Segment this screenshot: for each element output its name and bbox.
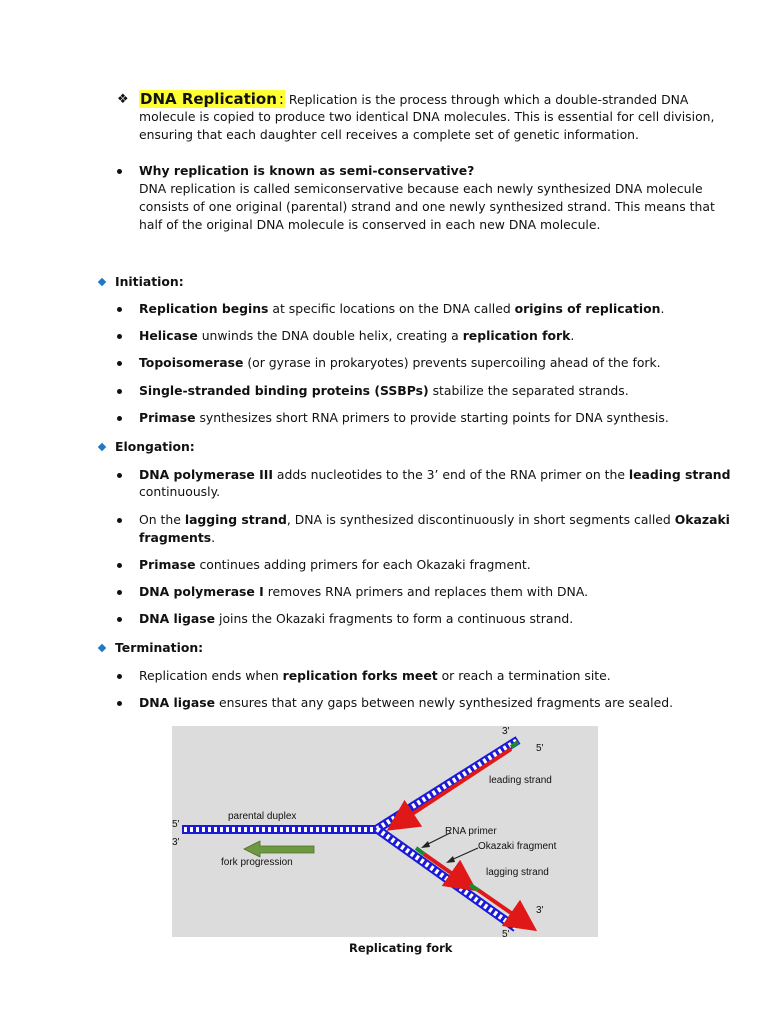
label-parental-duplex: parental duplex xyxy=(228,811,297,822)
bold-term: Primase xyxy=(139,557,196,572)
label-rna-primer: RNA primer xyxy=(445,826,497,837)
initiation-item-3 xyxy=(139,354,661,372)
bullet-dot-icon xyxy=(117,701,122,706)
item-text: Replication ends when xyxy=(139,668,283,683)
item-text: (or gyrase in prokaryotes) prevents supercoiling ahead of the fork. xyxy=(243,355,661,370)
label-left-5: 5' xyxy=(172,819,180,830)
item-text: or reach a termination site. xyxy=(437,668,611,683)
intro-heading: DNA Replication xyxy=(140,90,277,108)
elongation-item-2-line-2 xyxy=(139,529,215,547)
bold-term: Topoisomerase xyxy=(139,355,244,370)
semi-line-1: DNA replication is called semiconservative because each newly synthesized DNA molecule xyxy=(139,181,703,196)
item-text: joins the Okazaki fragments to form a continuous strand. xyxy=(215,611,574,626)
diamond-bullet-icon xyxy=(98,278,106,286)
bullet-dot-icon xyxy=(117,416,122,421)
bullet-dot-icon xyxy=(117,307,122,312)
bold-term: replication fork xyxy=(462,328,571,343)
bullet-dot-icon xyxy=(117,563,122,568)
item-text: continues adding primers for each Okazaki fragment. xyxy=(195,557,531,572)
bold-term: DNA ligase xyxy=(139,611,216,626)
figure-caption: Replicating fork xyxy=(349,941,453,955)
bold-term: replication forks meet xyxy=(282,668,438,683)
diamond-bullet-icon xyxy=(98,644,106,652)
item-text: . xyxy=(660,301,665,316)
label-top-5: 5' xyxy=(536,743,544,754)
initiation-item-4 xyxy=(139,382,629,400)
termination-item-1 xyxy=(139,667,611,685)
elongation-item-1-line-2: continuously. xyxy=(139,484,221,499)
intro-text-1: Replication is the process through which a double-stranded DNA xyxy=(284,92,689,107)
elongation-item-4 xyxy=(139,583,588,601)
label-fork-progression: fork progression xyxy=(221,857,293,868)
intro-line-3: ensuring that each daughter cell receives a complete set of genetic information. xyxy=(139,127,639,142)
bullet-dot-icon xyxy=(117,361,122,366)
intro-line-1 xyxy=(139,90,688,109)
bullet-dot-icon xyxy=(117,674,122,679)
bold-term: Primase xyxy=(139,410,196,425)
section-title-initiation: Initiation: xyxy=(115,274,184,289)
bold-term: Single-stranded binding proteins (SSBPs) xyxy=(139,383,429,398)
bullet-dot-icon xyxy=(117,334,122,339)
bullet-dot-icon xyxy=(117,473,122,478)
semi-question: Why replication is known as semi-conservative? xyxy=(139,163,475,178)
bullet-dot-icon xyxy=(117,617,122,622)
bold-term: DNA polymerase I xyxy=(139,584,264,599)
item-text: On the xyxy=(139,512,185,527)
label-left-3: 3' xyxy=(172,837,180,848)
initiation-item-1 xyxy=(139,300,664,318)
elongation-item-5 xyxy=(139,610,573,628)
bold-term: DNA ligase xyxy=(139,695,216,710)
elongation-item-3 xyxy=(139,556,531,574)
item-text: adds nucleotides to the 3’ end of the RNA primer on the xyxy=(272,467,629,482)
label-bottom-5: 5' xyxy=(502,929,510,937)
item-text: at specific locations on the DNA called xyxy=(268,301,515,316)
initiation-item-5 xyxy=(139,409,669,427)
intro-heading-colon: : xyxy=(278,90,284,108)
termination-item-2 xyxy=(139,694,673,712)
item-text: . xyxy=(211,530,216,545)
parental-duplex xyxy=(182,825,377,834)
bullet-dot-icon xyxy=(117,389,122,394)
bold-term: Replication begins xyxy=(139,301,269,316)
label-okazaki-fragment: Okazaki fragment xyxy=(478,841,557,852)
bullet-dot-icon xyxy=(117,590,122,595)
item-text: ensures that any gaps between newly synthesized fragments are sealed. xyxy=(215,695,674,710)
star-bullet-icon: ❖ xyxy=(117,92,129,107)
label-leading-strand: leading strand xyxy=(489,775,552,786)
bold-term: origins of replication xyxy=(514,301,661,316)
diamond-bullet-icon xyxy=(98,443,106,451)
item-text: , DNA is synthesized discontinuously in short segments called xyxy=(286,512,675,527)
bold-term: fragments xyxy=(139,530,212,545)
semi-line-2: consists of one original (parental) strand and one newly synthesized strand. This means that xyxy=(139,199,715,214)
label-top-3: 3' xyxy=(502,726,510,737)
bullet-dot-icon xyxy=(117,169,122,174)
elongation-item-1 xyxy=(139,466,731,484)
item-text: removes RNA primers and replaces them with DNA. xyxy=(263,584,589,599)
bold-term: Helicase xyxy=(139,328,198,343)
item-text: stabilize the separated strands. xyxy=(428,383,629,398)
item-text: unwinds the DNA double helix, creating a xyxy=(197,328,463,343)
bold-term: Okazaki xyxy=(674,512,730,527)
bullet-dot-icon xyxy=(117,518,122,523)
item-text: . xyxy=(570,328,575,343)
initiation-item-2 xyxy=(139,327,574,345)
bold-term: leading strand xyxy=(628,467,731,482)
label-lagging-strand: lagging strand xyxy=(486,867,549,878)
intro-line-2: molecule is copied to produce two identical DNA molecules. This is essential for cell division, xyxy=(139,109,715,124)
section-title-termination: Termination: xyxy=(115,640,204,655)
replicating-fork-diagram xyxy=(172,726,598,937)
label-bottom-3: 3' xyxy=(536,905,544,916)
bold-term: lagging strand xyxy=(184,512,287,527)
bold-term: DNA polymerase III xyxy=(139,467,273,482)
semi-line-3: half of the original DNA molecule is conserved in each new DNA molecule. xyxy=(139,217,601,232)
elongation-item-2 xyxy=(139,511,730,529)
item-text: synthesizes short RNA primers to provide starting points for DNA synthesis. xyxy=(195,410,669,425)
section-title-elongation: Elongation: xyxy=(115,439,195,454)
